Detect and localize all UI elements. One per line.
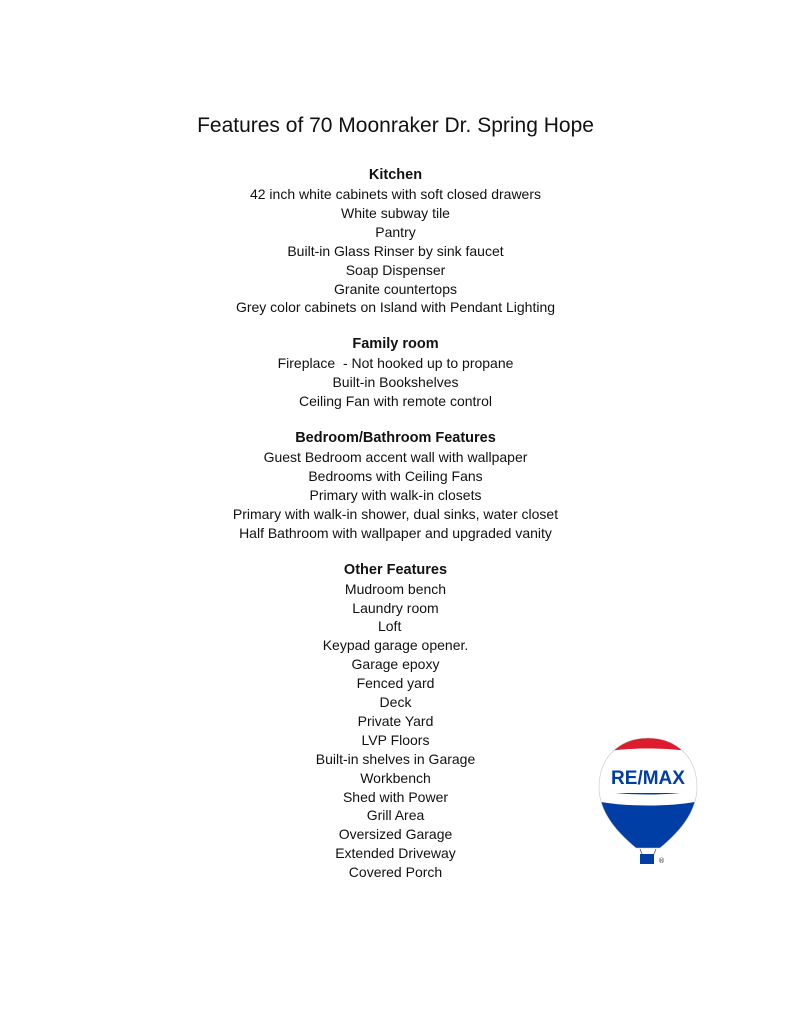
list-item: Garage epoxy <box>351 656 440 673</box>
list-item: Guest Bedroom accent wall with wallpaper <box>263 449 528 466</box>
section-kitchen <box>0 166 791 317</box>
list-item: Private Yard <box>357 712 434 729</box>
list-item: Half Bathroom with wallpaper and upgraded vanity <box>239 524 552 541</box>
list-item: LVP Floors <box>361 731 430 748</box>
list-item: Primary with walk-in closets <box>309 486 482 503</box>
document-title: Features of 70 Moonraker Dr. Spring Hope <box>197 114 594 137</box>
section-family-room <box>0 335 791 411</box>
list-item: Loft <box>377 618 414 635</box>
list-item: Extended Driveway <box>335 845 456 862</box>
list-item: Granite countertops <box>334 280 457 297</box>
list-item: Fenced yard <box>356 675 435 692</box>
logo-wordmark: RE/MAX <box>611 768 685 789</box>
list-item: Soap Dispenser <box>345 261 446 278</box>
list-item: Oversized Garage <box>338 826 453 843</box>
section-heading: Kitchen <box>368 167 423 183</box>
list-item: Built-in Bookshelves <box>332 374 459 391</box>
list-item: Workbench <box>360 769 431 786</box>
list-item: Ceiling Fan with remote control <box>299 393 492 410</box>
list-item: Grill Area <box>366 807 425 824</box>
section-heading: Family room <box>352 336 439 353</box>
list-item: Fireplace - Not hooked up to propane <box>277 355 514 372</box>
remax-balloon-logo-icon <box>596 735 700 867</box>
list-item: 42 inch white cabinets with soft closed drawers <box>249 186 542 202</box>
list-item: Built-in Glass Rinser by sink faucet <box>287 242 504 259</box>
list-item: Deck <box>379 694 412 711</box>
registered-mark: ® <box>658 857 665 865</box>
balloon-basket <box>640 854 654 864</box>
list-item: Primary with walk-in shower, dual sinks, water closet <box>232 505 559 522</box>
section-bedroom-bathroom <box>0 429 791 543</box>
list-item: Bedrooms with Ceiling Fans <box>308 467 483 484</box>
list-item: White subway tile <box>341 204 450 221</box>
list-item: Pantry <box>375 223 416 240</box>
list-item: Covered Porch <box>348 864 443 881</box>
list-item: Keypad garage opener. <box>322 637 469 654</box>
list-item: Mudroom bench <box>344 580 447 597</box>
section-heading: Other Features <box>343 561 448 578</box>
section-heading: Bedroom/Bathroom Features <box>295 430 496 447</box>
list-item: Shed with Power <box>342 788 449 805</box>
list-item: Grey color cabinets on Island with Pendant Lighting <box>235 299 556 316</box>
list-item: Built-in shelves in Garage <box>315 750 476 767</box>
list-item: Laundry room <box>352 599 439 616</box>
